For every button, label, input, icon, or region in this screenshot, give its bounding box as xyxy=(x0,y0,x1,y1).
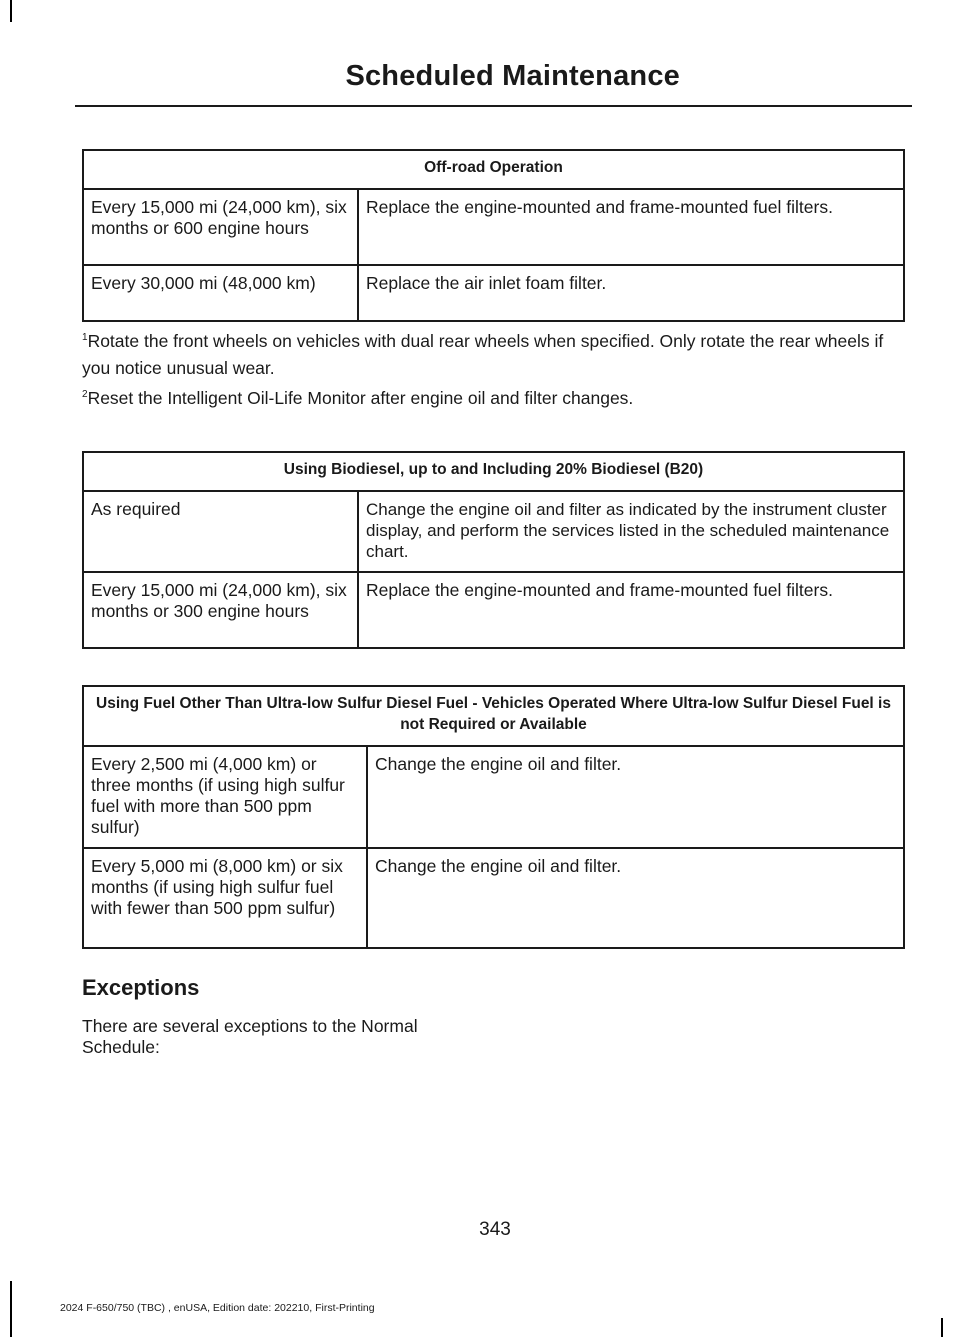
interval-cell: Every 30,000 mi (48,000 km) xyxy=(83,265,358,321)
page-title: Scheduled Maintenance xyxy=(345,60,680,92)
table-title: Using Fuel Other Than Ultra-low Sulfur Diesel Fuel - Vehicles Operated Where Ultra-low Sulfur Diesel Fuel is not Required or Available xyxy=(83,686,904,746)
interval-cell: Every 5,000 mi (8,000 km) or six months (if using high sulfur fuel with fewer than 500 ppm sulfur) xyxy=(83,848,367,948)
table-row xyxy=(83,491,904,572)
section-paragraph: There are several exceptions to the Normal Schedule: xyxy=(82,1016,418,1057)
offroad-operation-table xyxy=(82,149,905,322)
table-row xyxy=(83,572,904,648)
crop-mark-bottom-left xyxy=(10,1281,12,1337)
action-cell: Replace the engine-mounted and frame-mounted fuel filters. xyxy=(358,189,904,265)
table-row xyxy=(83,265,904,321)
action-cell: Replace the engine-mounted and frame-mounted fuel filters. xyxy=(358,572,904,648)
crop-mark-top-left xyxy=(10,0,12,22)
table-title: Using Biodiesel, up to and Including 20% Biodiesel (B20) xyxy=(83,452,904,491)
page-number: 343 xyxy=(479,1219,511,1240)
action-cell: Change the engine oil and filter. xyxy=(367,746,904,848)
table-title: Off-road Operation xyxy=(83,150,904,189)
interval-cell: As required xyxy=(83,491,358,572)
edition-footer: 2024 F-650/750 (TBC) , enUSA, Edition date: 202210, First-Printing xyxy=(60,1302,375,1314)
action-cell: Change the engine oil and filter as indicated by the instrument cluster display, and perform the services listed in the scheduled maintenance chart. xyxy=(358,491,904,572)
interval-cell: Every 2,500 mi (4,000 km) or three months (if using high sulfur fuel with more than 500 ppm sulfur) xyxy=(83,746,367,848)
crop-mark-bottom-right xyxy=(941,1318,943,1337)
section-heading: Exceptions xyxy=(82,975,200,1000)
interval-cell: Every 15,000 mi (24,000 km), six months or 600 engine hours xyxy=(83,189,358,265)
footnote: $^2$Reset the Intelligent Oil-Life Monitor after engine oil and filter changes. xyxy=(82,388,634,408)
high-sulfur-fuel-table xyxy=(82,685,905,949)
table-row xyxy=(83,848,904,948)
header-divider xyxy=(75,105,912,107)
table-row xyxy=(83,746,904,848)
footnotes xyxy=(82,328,905,415)
action-cell: Replace the air inlet foam filter. xyxy=(358,265,904,321)
action-cell: Change the engine oil and filter. xyxy=(367,848,904,948)
interval-cell: Every 15,000 mi (24,000 km), six months or 300 engine hours xyxy=(83,572,358,648)
table-row xyxy=(83,189,904,265)
biodiesel-table xyxy=(82,451,905,649)
footnote: $^1$Rotate the front wheels on vehicles with dual rear wheels when specified. Only rotate the rear wheels if you notice unusual wear. xyxy=(82,331,884,378)
